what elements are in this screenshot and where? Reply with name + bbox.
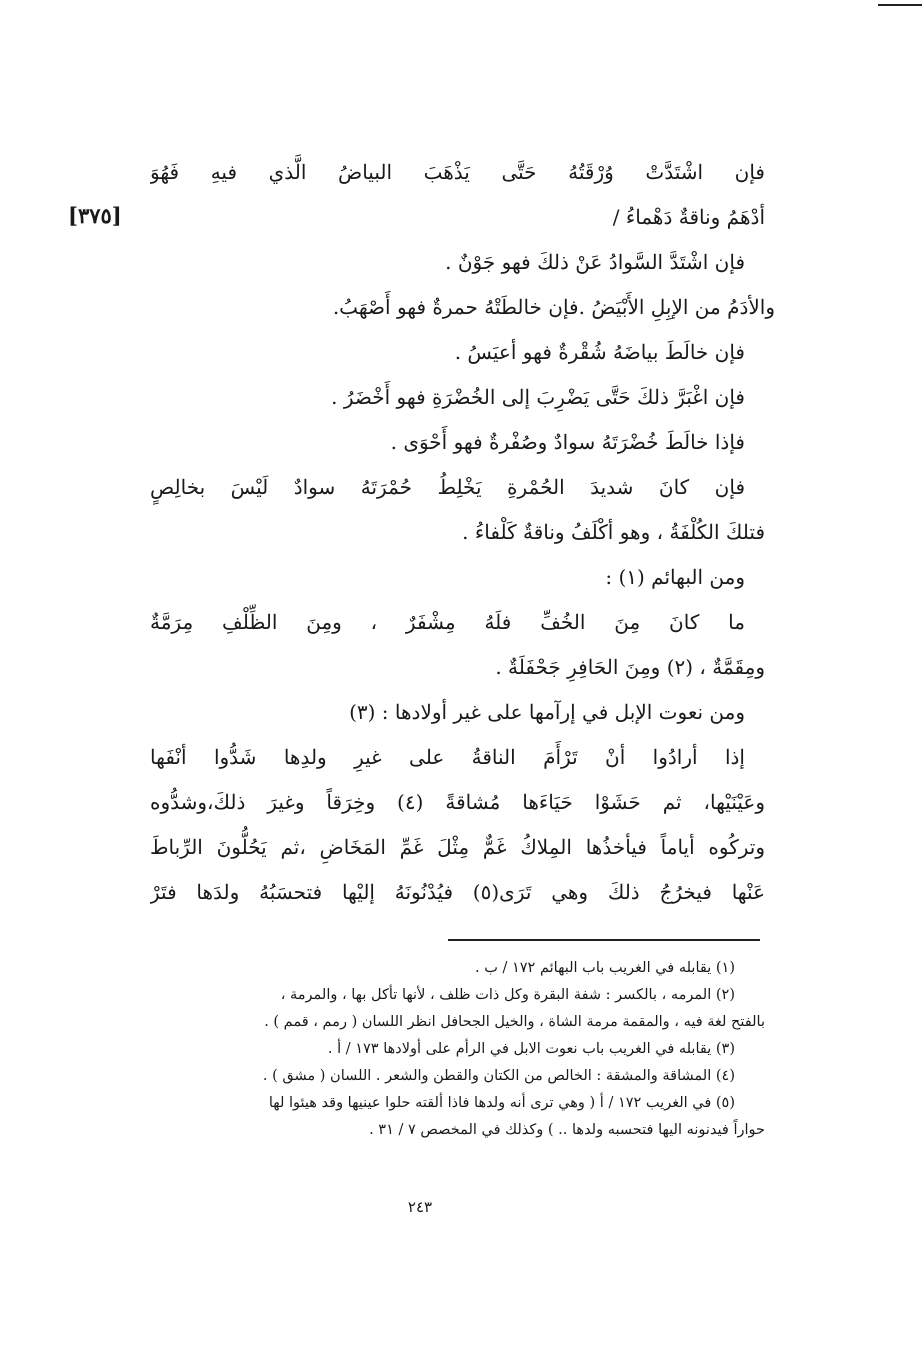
text-line: فإن اشْتَدَّ السَّوادُ عَنْ ذلكَ فهو جَوْنٌ . [445, 250, 745, 274]
text-line: والأدَمُ من الإبِلِ الأَبْيَضُ .فإن خالطَتْهُ حمرةٌ فهو أَصْهَبُ. [332, 295, 775, 319]
footnote-line: (٣) يقابله في الغريب باب نعوت الابل في الرأم على أولادها ١٧٣ / أ . [327, 1041, 735, 1057]
text-line: فإن كانَ شديدَ الحُمْرةِ يَخْلِطُ حُمْرَتَهُ سوادٌ لَيْسَ بخالِصٍ [150, 475, 745, 499]
text-line: ومِقَمَّةٌ ، (٢) ومِنَ الحَافِرِ جَحْفَلَةٌ . [495, 655, 765, 679]
footnote-line: (٢) المرمه ، بالكسر : شفة البقرة وكل ذات ظلف ، لأنها تأكل بها ، والمرمة ، [280, 987, 735, 1003]
text-line: وعَيْنَيْها، ثم حَشَوْا حَيَاءَها مُشاقةً (٤) وخِرَقاً وغيرَ ذلكَ،وشدُّوه [150, 790, 765, 814]
text-line: عَنْها فيخرُجُ ذلكَ وهي تَرَى(٥) فيُدْنُونَهُ إليْها فتحسَبُهُ ولدَها فتَرْ [150, 880, 765, 904]
page-number: ٢٤٣ [407, 1198, 433, 1216]
text-line: ما كانَ مِنَ الخُفِّ فلَهُ مِشْفَرٌ ، ومِنَ الظِّلْفِ مِرَمَّةٌ [150, 610, 745, 634]
footnote-line: بالفتح لغة فيه ، والمقمة مرمة الشاة ، والخيل الجحافل انظر اللسان ( رمم ، قمم ) . [264, 1014, 765, 1030]
footnote-separator [448, 939, 760, 941]
main-text [150, 150, 775, 915]
footnote-line: (٤) المشاقة والمشقة : الخالص من الكتان والقطن والشعر . اللسان ( مشق ) . [262, 1068, 735, 1084]
footnote-line: حواراً فيدنونه اليها فتحسبه ولدها .. ) وكذلك في المخصص ٧ / ٣١ . [369, 1122, 765, 1138]
footnote-line: (٥) في الغريب ١٧٢ / أ ( وهي ترى أنه ولدها فاذا ألقته حلوا عينيها وقد هيئوا لها [268, 1095, 735, 1111]
margin-page-reference: [٣٧٥] [68, 203, 122, 228]
text-line: وتركُوه أياماً فيأخذُها المِلاكُ غَمٌّ مِثْلَ غَمِّ المَخَاضِ ،ثم يَحُلُّونَ الرِّباطَ [150, 835, 765, 859]
text-line: أدْهَمُ وناقةٌ دَهْماءُ / [612, 205, 765, 229]
text-line: فإن اغْبَرَّ ذلكَ حَتَّى يَضْرِبَ إلى الخُضْرَةِ فهو أَخْضَرُ . [331, 385, 745, 409]
text-line: فإن اشْتَدَّتْ وُرْقَتُهُ حَتَّى يَذْهَبَ البياضُ الَّذي فيهِ فَهُوَ [150, 160, 765, 184]
text-line: إذا أرادُوا أنْ تَرْأَمَ الناقةُ على غيرِ ولدِها شَدُّوا أنْفَها [150, 745, 745, 769]
text-line: ومن البهائم (١) : [605, 565, 745, 589]
text-line: فإن خالَطَ بياضَهُ شُقْرةٌ فهو أعيَسُ . [454, 340, 745, 364]
footnote-line: (١) يقابله في الغريب باب البهائم ١٧٢ / ب . [475, 960, 735, 976]
text-line: فتلكَ الكُلْفَةُ ، وهو أكْلَفُ وناقةٌ كَلْفاءُ . [462, 520, 765, 544]
text-line: فإذا خالَطَ خُضْرَتَهُ سوادٌ وصُفْرةٌ فهو أَحْوَى . [390, 430, 745, 454]
top-edge-rule [878, 4, 922, 6]
footnotes [160, 955, 765, 1144]
text-line: ومن نعوت الإبل في إرآمها على غير أولادها : (٣) [349, 700, 745, 724]
